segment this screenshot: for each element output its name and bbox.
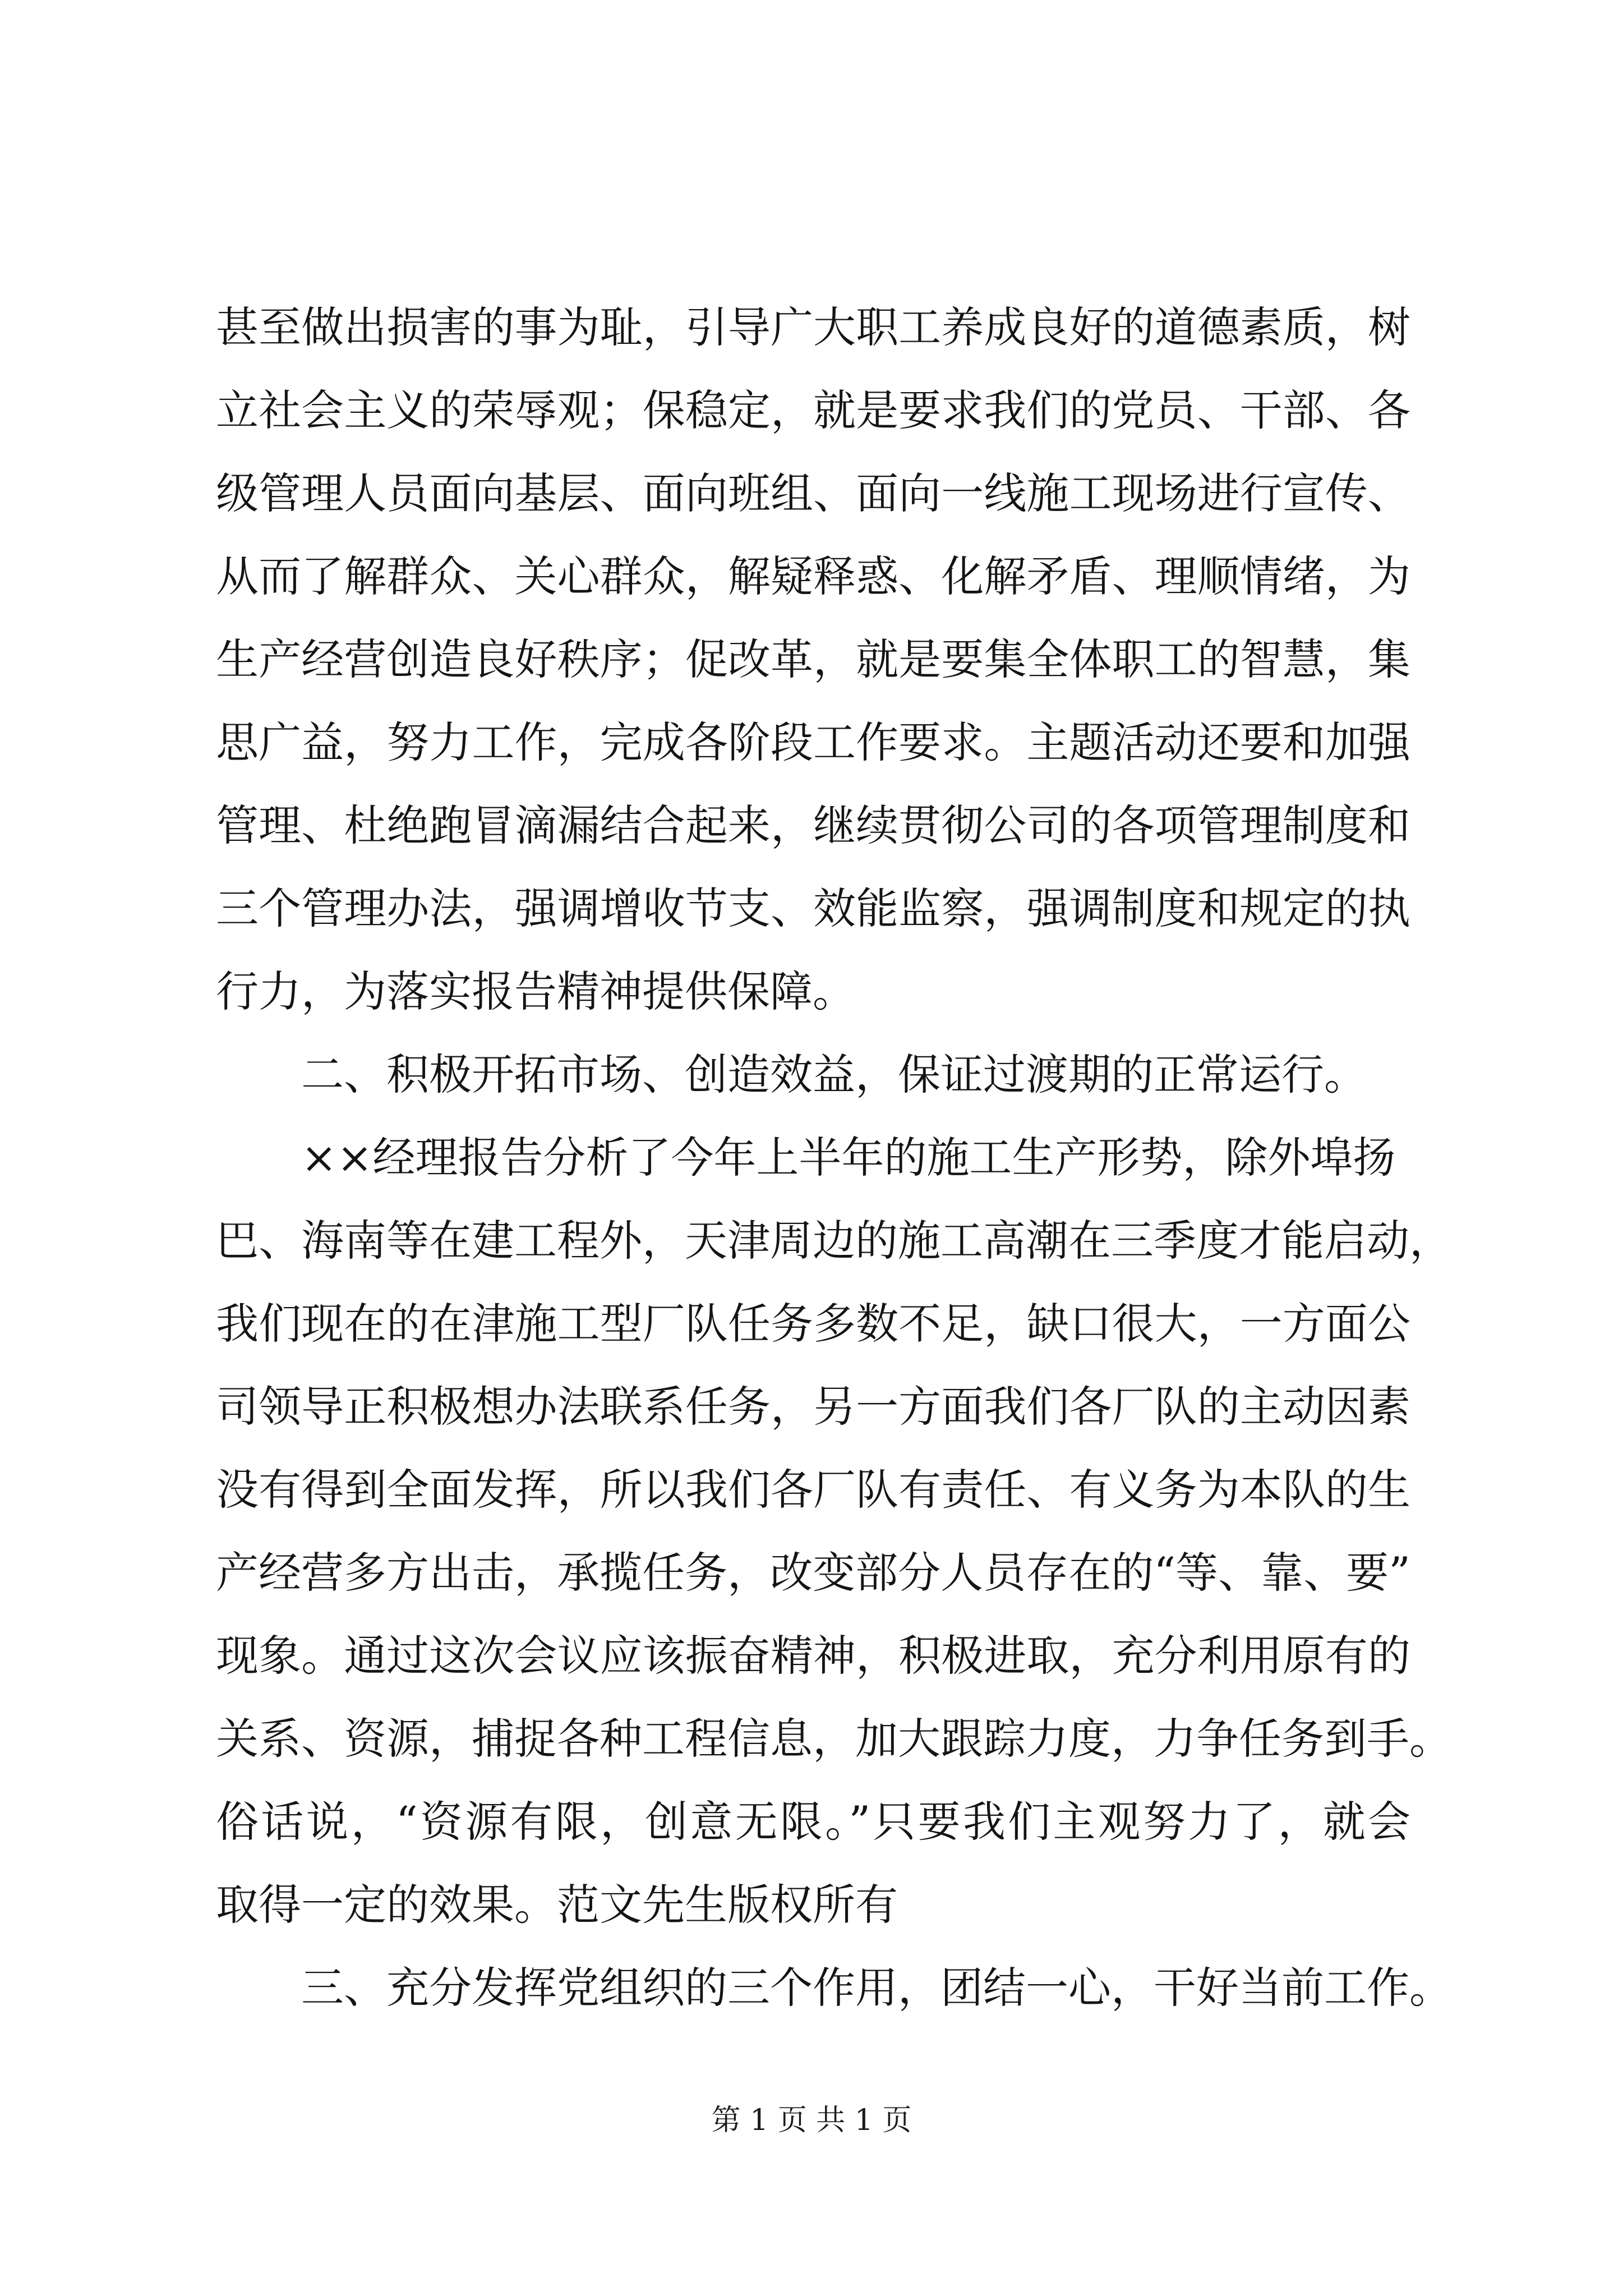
body-line: 三个管理办法，强调增收节支、效能监察，强调制度和规定的执 [216,884,1410,933]
body-line: 巴、海南等在建工程外，天津周边的施工高潮在三季度才能启动， [216,1216,1452,1266]
body-line: 思广益，努力工作，完成各阶段工作要求。主题活动还要和加强 [216,717,1410,767]
body-line: 司领导正积极想办法联系任务，另一方面我们各厂队的主动因素 [216,1382,1410,1432]
page-number-footer: 第 1 页 共 1 页 [711,2104,912,2137]
body-line: 行力，为落实报告精神提供保障。 [216,967,855,1016]
section-heading-3: 三、充分发挥党组织的三个作用，团结一心，干好当前工作。 [301,1963,1452,2013]
body-line: 关系、资源，捕捉各种工程信息，加大跟踪力度，力争任务到手。 [216,1714,1452,1764]
body-line: 我们现在的在津施工型厂队任务多数不足，缺口很大，一方面公 [216,1299,1410,1349]
body-line: 级管理人员面向基层、面向班组、面向一线施工现场进行宣传、 [216,468,1410,518]
document-body [216,286,1452,2030]
body-line: 从而了解群众、关心群众，解疑释惑、化解矛盾、理顺情绪，为 [216,551,1410,601]
body-line: 产经营多方出击，承揽任务，改变部分人员存在的“等、靠、要” [216,1548,1410,1598]
section-heading-2: 二、积极开拓市场、创造效益，保证过渡期的正常运行。 [301,1050,1367,1099]
body-line: 立社会主义的荣辱观；保稳定，就是要求我们的党员、干部、各 [216,385,1410,435]
paragraph-first-line: ××经理报告分析了今年上半年的施工生产形势，除外埠扬 [301,1133,1396,1182]
body-line: 现象。通过这次会议应该振奋精神，积极进取，充分利用原有的 [216,1631,1410,1681]
body-line: 生产经营创造良好秩序；促改革，就是要集全体职工的智慧，集 [216,634,1410,684]
body-line: 俗话说，“资源有限，创意无限。”只要我们主观努力了，就会 [216,1797,1410,1847]
body-line: 管理、杜绝跑冒滴漏结合起来，继续贯彻公司的各项管理制度和 [216,800,1410,850]
body-line: 取得一定的效果。范文先生版权所有 [216,1880,898,1930]
body-line: 甚至做出损害的事为耻，引导广大职工养成良好的道德素质，树 [216,302,1410,352]
body-line: 没有得到全面发挥，所以我们各厂队有责任、有义务为本队的生 [216,1465,1410,1515]
